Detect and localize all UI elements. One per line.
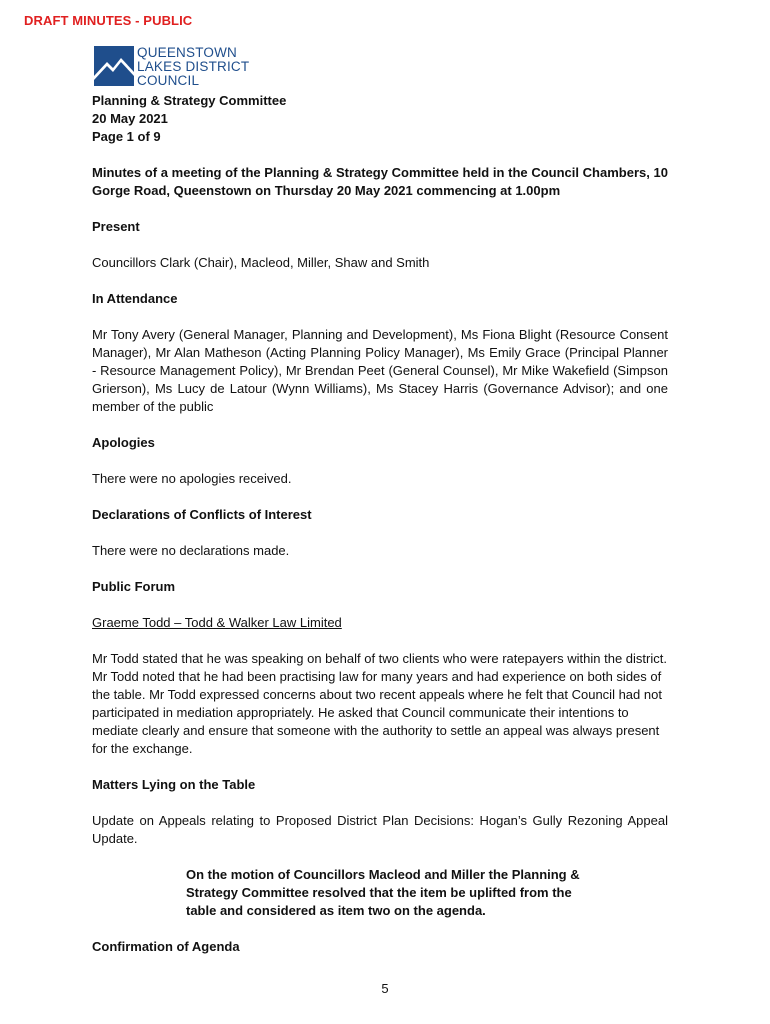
- agenda-heading: Confirmation of Agenda: [92, 939, 240, 954]
- public-forum-speaker: Graeme Todd – Todd & Walker Law Limited: [92, 615, 342, 630]
- intro-paragraph: Minutes of a meeting of the Planning & Strategy Committee held in the Council Chambers, 10 Gorge Road, Queenstown on Thursday 20 May 2021 commencing at 1.00pm: [92, 165, 668, 198]
- mountain-logo-icon: [94, 46, 134, 86]
- council-logo: [94, 46, 249, 88]
- matters-lying-text: Update on Appeals relating to Proposed District Plan Decisions: Hogan’s Gully Rezoning Appeal Update.: [92, 813, 668, 846]
- draft-label: DRAFT MINUTES - PUBLIC: [24, 13, 193, 28]
- matters-lying-heading: Matters Lying on the Table: [92, 777, 256, 792]
- present-heading: Present: [92, 219, 140, 234]
- minutes-body: [92, 92, 668, 956]
- attendance-text: Mr Tony Avery (General Manager, Planning and Development), Ms Fiona Blight (Resource Consent Manager), Mr Alan Matheson (Acting Planning Policy Manager), Ms Emily Grace (Principal Planner - Resource Management Policy), Mr Brendan Peet (General Counsel), Mr Mike Wakefield (Simpson Grierson), Ms Lucy de Latour (Wynn Williams), Ms Stacey Harris (Governance Advisor); and one member of the public: [92, 327, 668, 414]
- logo-line-2: LAKES DISTRICT: [137, 59, 250, 74]
- present-text: Councillors Clark (Chair), Macleod, Miller, Shaw and Smith: [92, 255, 430, 270]
- document-header: [92, 92, 668, 146]
- logo-line-3: COUNCIL: [137, 73, 200, 88]
- page-number: 5: [381, 981, 389, 996]
- meeting-date: 20 May 2021: [92, 111, 168, 126]
- public-forum-text: Mr Todd stated that he was speaking on behalf of two clients who were ratepayers within the district. Mr Todd noted that he had been practising law for many years and had experience on both sides of the table. Mr Todd expressed concerns about two recent appeals where he felt that Council had not participated in mediation appropriately. He asked that Council communicate their intentions to mediate clearly and ensure that someone with the authority to settle an appeal was always present for the exchange.: [92, 651, 667, 756]
- committee-name: Planning & Strategy Committee: [92, 93, 287, 108]
- page-indicator: Page 1 of 9: [92, 129, 161, 144]
- attendance-heading: In Attendance: [92, 291, 178, 306]
- declarations-text: There were no declarations made.: [92, 543, 290, 558]
- logo-wordmark: [137, 46, 249, 88]
- public-forum-heading: Public Forum: [92, 579, 176, 594]
- logo-line-1: QUEENSTOWN: [137, 45, 238, 60]
- resolution-text: On the motion of Councillors Macleod and Miller the Planning & Strategy Committee resolved that the item be uplifted from the table and considered as item two on the agenda.: [186, 867, 580, 918]
- apologies-text: There were no apologies received.: [92, 471, 292, 486]
- apologies-heading: Apologies: [92, 435, 155, 450]
- declarations-heading: Declarations of Conflicts of Interest: [92, 507, 312, 522]
